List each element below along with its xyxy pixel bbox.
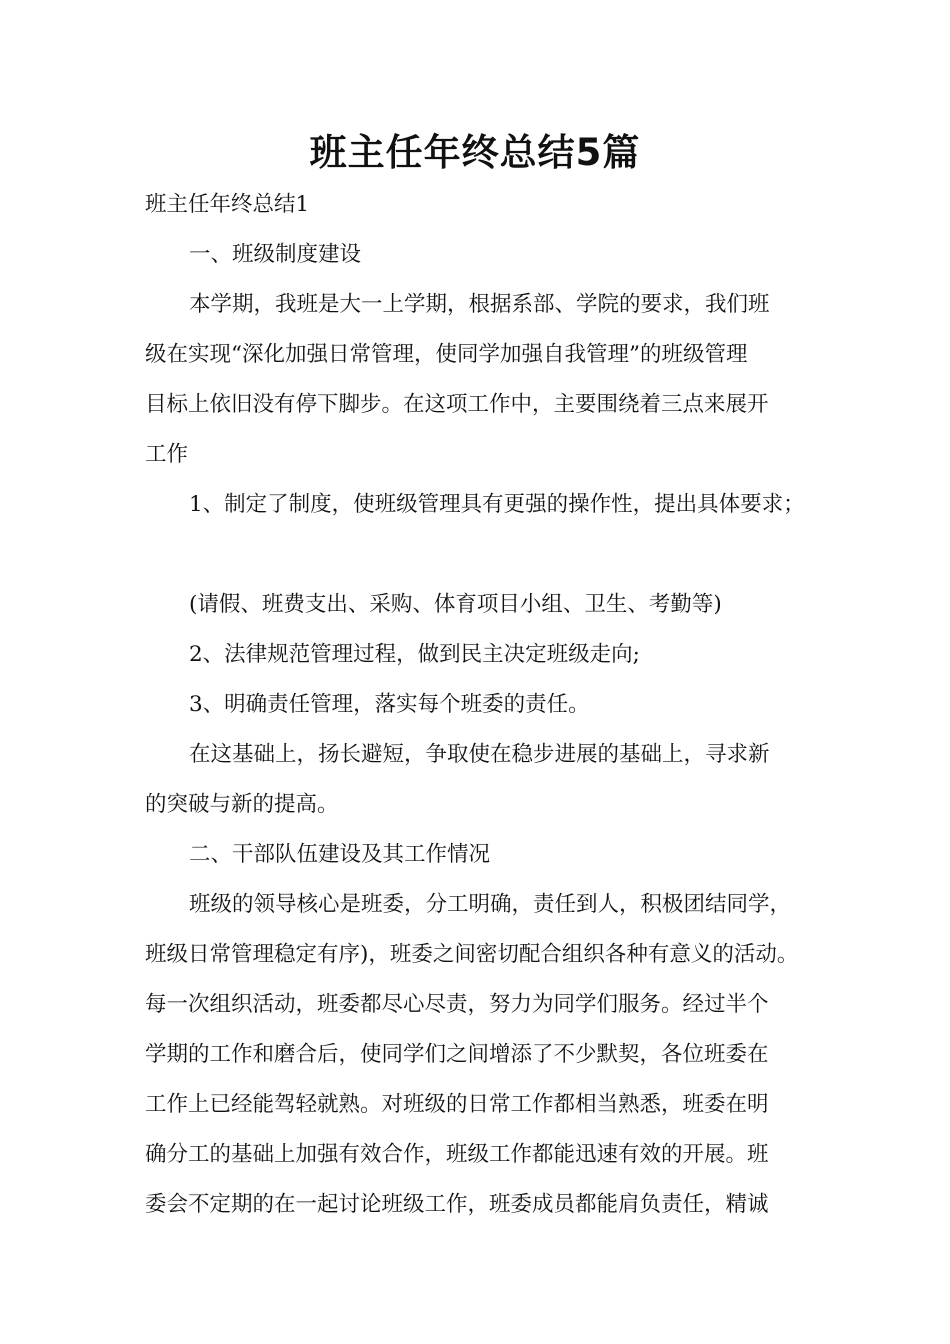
paragraph-line: 班级日常管理稳定有序)，班委之间密切配合组织各种有意义的活动。 [145, 942, 799, 967]
list-item: 2、法律规范管理过程，做到民主决定班级走向; [189, 642, 640, 667]
paragraph-line: 目标上依旧没有停下脚步。在这项工作中，主要围绕着三点来展开 [145, 392, 769, 417]
paragraph-line: 班级的领导核心是班委，分工明确，责任到人，积极团结同学， [189, 892, 792, 917]
list-item: 3、明确责任管理，落实每个班委的责任。 [189, 692, 590, 717]
paragraph-line: 本学期，我班是大一上学期，根据系部、学院的要求，我们班 [189, 292, 770, 317]
paragraph-line: 确分工的基础上加强有效合作，班级工作都能迅速有效的开展。班 [145, 1142, 769, 1167]
document-body [145, 180, 825, 1230]
blank-line [145, 530, 825, 580]
heading-2: 二、干部队伍建设及其工作情况 [189, 842, 491, 867]
paragraph-line: 工作上已经能驾轻就熟。对班级的日常工作都相当熟悉，班委在明 [145, 1092, 769, 1117]
paragraph-line: 委会不定期的在一起讨论班级工作，班委成员都能肩负责任，精诚 [145, 1192, 769, 1217]
paragraph-line: 工作 [145, 442, 189, 467]
paragraph-line: 学期的工作和磨合后，使同学们之间增添了不少默契，各位班委在 [145, 1042, 769, 1067]
list-item: 1、制定了制度，使班级管理具有更强的操作性，提出具体要求； [189, 492, 805, 517]
paragraph-line: 的突破与新的提高。 [145, 792, 339, 817]
paragraph-line: 在这基础上，扬长避短，争取使在稳步进展的基础上，寻求新 [189, 742, 770, 767]
section-subtitle: 班主任年终总结1 [145, 192, 310, 217]
paragraph-line: 级在实现“深化加强日常管理，使同学加强自我管理”的班级管理 [145, 342, 748, 367]
paragraph-line: 每一次组织活动，班委都尽心尽责，努力为同学们服务。经过半个 [145, 992, 769, 1017]
heading-1: 一、班级制度建设 [189, 242, 362, 267]
list-item-note: (请假、班费支出、采购、体育项目小组、卫生、考勤等) [189, 592, 722, 617]
document-title: 班主任年终总结5篇 [309, 131, 641, 174]
